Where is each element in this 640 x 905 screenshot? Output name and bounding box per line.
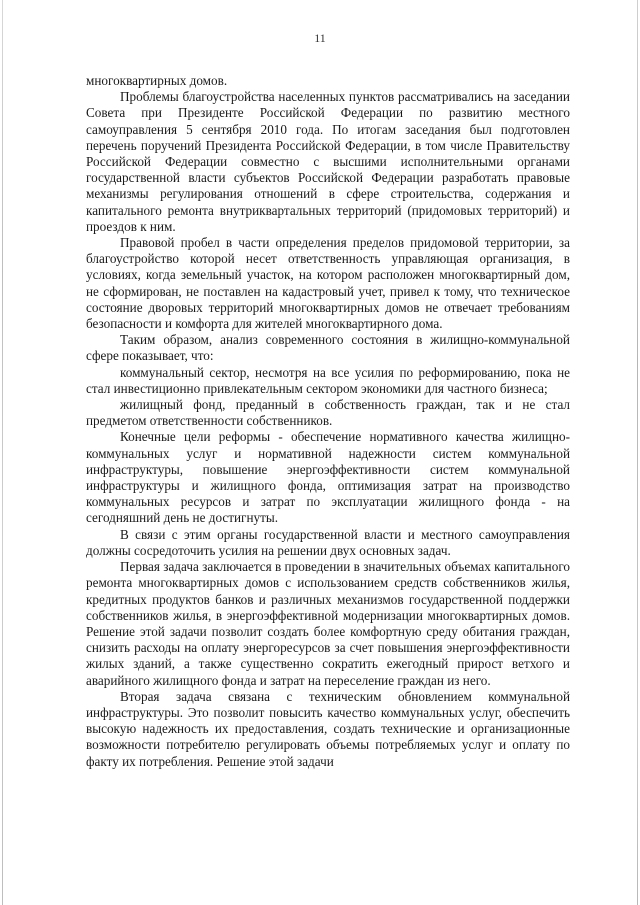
paragraph-7: В связи с этим органы государственной власти и местного самоуправления должны сосредоточить усилия на решении двух основных задач.: [86, 526, 570, 558]
document-body: [86, 73, 570, 770]
scan-edge-left: [2, 0, 3, 905]
paragraph-6: Конечные цели реформы - обеспечение нормативного качества жилищно-коммунальных услуг и нормативной надежности систем коммунальной инфраструктуры, повышение энергоэффективности систем коммунальной инфраструктуры и жилищного фонда, оптимизация затрат на производство коммунальных ресурсов и затрат по эксплуатации жилищного фонда - на сегодняшний день не достигнуты.: [86, 429, 570, 526]
paragraph-1: Проблемы благоустройства населенных пунктов рассматривались на заседании Совета при Президенте Российской Федерации по развитию местного самоуправления 5 сентября 2010 года. По итогам заседания был подготовлен перечень поручений Президента Российской Федерации, в том числе Правительству Российской Федерации совместно с высшими исполнительными органами государственной власти субъектов Российской Федерации разработать правовые механизмы регулирования отношений в сфере строительства, содержания и капитального ремонта внутриквартальных территорий (придомовых территорий) и проездов к ним.: [86, 89, 570, 234]
paragraph-9: Вторая задача связана с техническим обновлением коммунальной инфраструктуры. Это позволит повысить качество коммунальных услуг, обеспечить высокую надежность их предоставления, создать технические и организационные возможности потребителю регулировать объемы потребляемых услуг и оплату по факту их потребления. Решение этой задачи: [86, 688, 570, 769]
paragraph-8: Первая задача заключается в проведении в значительных объемах капитального ремонта многоквартирных домов с использованием средств собственников жилья, кредитных продуктов банков и различных механизмов государственной поддержки собственников жилья, в энергоэффективной модернизации многоквартирных домов. Решение этой задачи позволит создать более комфортную среду обитания граждан, снизить расходы на оплату энергоресурсов за счет повышения энергоэффективности жилых зданий, а также существенно сократить ежегодный прирост ветхого и аварийного жилищного фонда и затрат на переселение граждан из него.: [86, 559, 570, 688]
paragraph-0: многоквартирных домов.: [86, 73, 228, 88]
paragraph-5: жилищный фонд, преданный в собственность граждан, так и не стал предметом ответственности собственников.: [86, 397, 570, 429]
paragraph-3: Таким образом, анализ современного состояния в жилищно-коммунальной сфере показывает, что:: [86, 332, 570, 364]
scan-edge-right: [637, 0, 638, 905]
page-number: 11: [314, 31, 326, 45]
paragraph-2: Правовой пробел в части определения пределов придомовой территории, за благоустройство которой несет ответственность управляющая организация, в условиях, когда земельный участок, на котором расположен многоквартирный дом, не сформирован, не поставлен на кадастровый учет, привел к тому, что техническое состояние дворовых территорий многоквартирных домов не отвечает требованиям безопасности и комфорта для жителей многоквартирного дома.: [86, 235, 570, 332]
paragraph-4: коммунальный сектор, несмотря на все усилия по реформированию, пока не стал инвестиционно привлекательным сектором экономики для частного бизнеса;: [86, 364, 570, 396]
